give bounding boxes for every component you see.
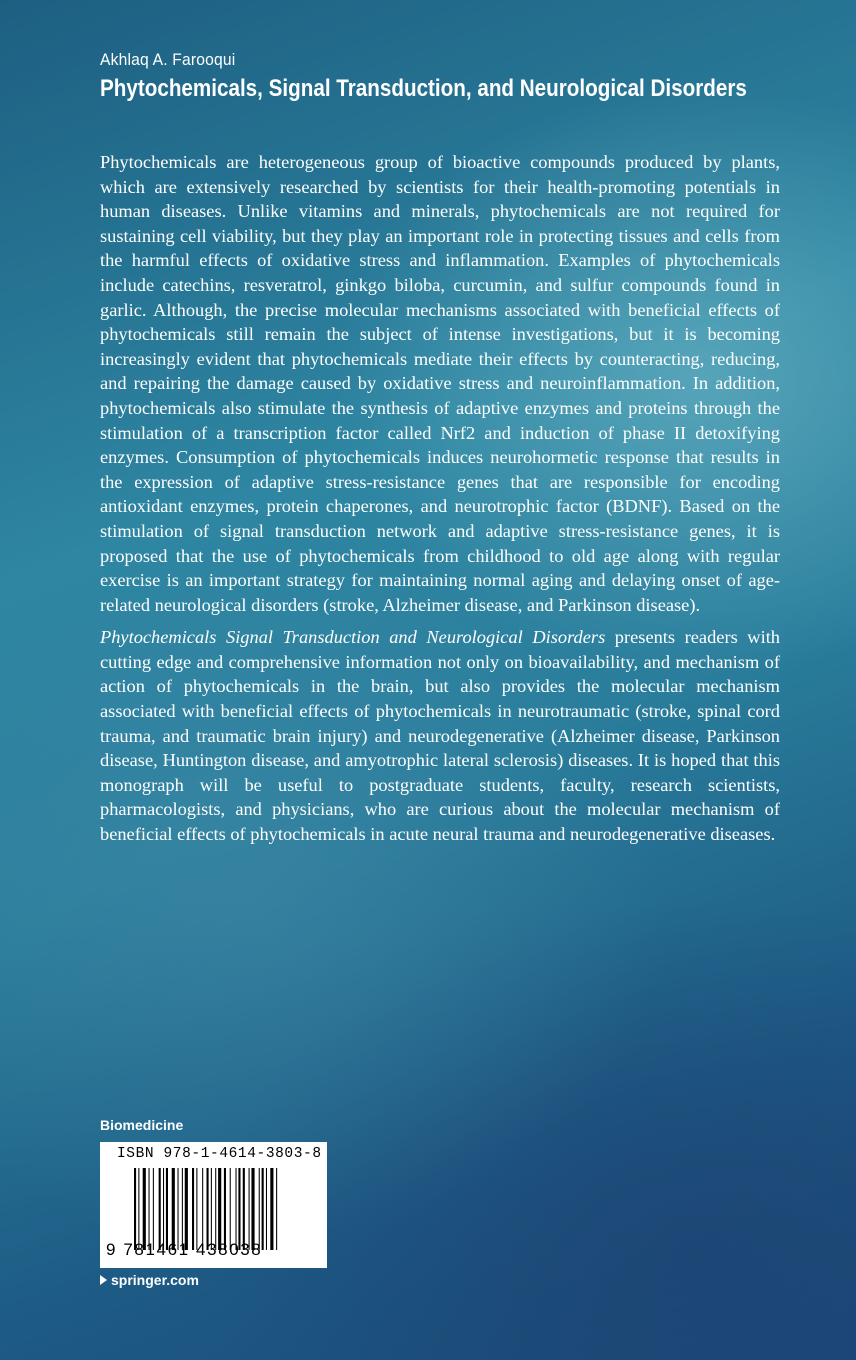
website-label: springer.com	[111, 1272, 199, 1288]
book-title: Phytochemicals, Signal Transduction, and Neurological Disorders	[100, 75, 747, 102]
arrow-icon	[100, 1275, 107, 1285]
back-cover-blurb	[100, 150, 780, 855]
isbn-barcode-box	[100, 1142, 327, 1268]
series-label: Biomedicine	[100, 1117, 184, 1133]
blurb-paragraph-2	[100, 625, 780, 846]
isbn-label: ISBN 978-1-4614-3803-8	[117, 1146, 322, 1162]
blurb-italic-title: Phytochemicals Signal Transduction and Neurological Disorders	[100, 627, 606, 648]
ean-digits: 9 781461 438038	[106, 1240, 263, 1259]
springer-link[interactable]	[100, 1272, 199, 1288]
blurb-paragraph-2-text: presents readers with cutting edge and comprehensive information not only on bioavailability, and mechanism of action of phytochemicals in the brain, but also provides the molecular mechanism associated with beneficial effects of phytochemicals in neurotraumatic (stroke, spinal cord trauma, and traumatic brain injury) and neurodegenerative (Alzheimer disease, Parkinson disease, Huntington disease, and amyotrophic lateral sclerosis) diseases. It is hoped that this monograph will be useful to postgraduate students, faculty, research scientists, pharmacologists, and physicians, who are curious about the molecular mechanism of beneficial effects of phytochemicals in acute neural trauma and neurodegenerative diseases.	[100, 627, 780, 845]
barcode-icon	[134, 1168, 314, 1250]
author-name: Akhlaq A. Farooqui	[100, 50, 236, 69]
blurb-paragraph-1: Phytochemicals are heterogeneous group of bioactive compounds produced by plants, which are extensively researched by scientists for their health-promoting potentials in human diseases. Unlike vitamins and minerals, phytochemicals are not required for sustaining cell viability, but they play an important role in protecting tissues and cells from the harmful effects of oxidative stress and inflammation. Examples of phytochemicals include catechins, resveratrol, ginkgo biloba, curcumin, and sulfur compounds found in garlic. Although, the precise molecular mechanisms associated with beneficial effects of phytochemicals still remain the subject of intense investigations, but it is becoming increasingly evident that phytochemicals mediate their effects by counteracting, reducing, and repairing the damage caused by oxidative stress and neuroinflammation. In addition, phytochemicals also stimulate the synthesis of adaptive enzymes and proteins through the stimulation of a transcription factor called Nrf2 and induction of phase II detoxifying enzymes. Consumption of phytochemicals induces neurohormetic response that results in the expression of adaptive stress-resistance genes that are responsible for encoding antioxidant enzymes, protein chaperones, and neurotrophic factor (BDNF). Based on the stimulation of signal transduction network and adaptive stress-resistance genes, it is proposed that the use of phytochemicals from childhood to old age along with regular exercise is an important strategy for maintaining normal aging and delaying onset of age-related neurological disorders (stroke, Alzheimer disease, and Parkinson disease).	[100, 152, 780, 615]
